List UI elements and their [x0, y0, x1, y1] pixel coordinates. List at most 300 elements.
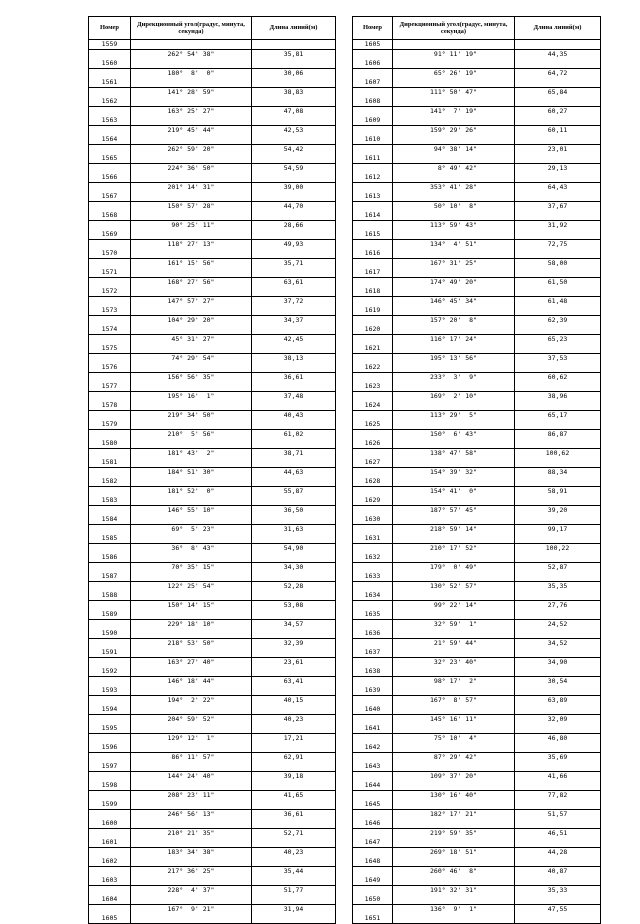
point-number: 1580 [89, 439, 131, 449]
angle-cell-empty [131, 743, 252, 753]
line-length: 52,87 [515, 563, 601, 573]
direction-angle: 157° 20' 8" [393, 316, 515, 326]
segment-row [353, 525, 601, 535]
length-cell-empty [515, 477, 601, 487]
point-row [89, 591, 336, 601]
length-cell-empty [252, 591, 336, 601]
point-number: 1578 [89, 401, 131, 411]
line-length: 36,61 [252, 810, 336, 820]
point-number: 1641 [353, 724, 393, 734]
segment-row [89, 259, 336, 269]
point-number: 1636 [353, 629, 393, 639]
direction-angle: 156° 56' 35" [131, 373, 252, 383]
point-number-empty [89, 126, 131, 136]
direction-angle: 154° 39' 32" [393, 468, 515, 478]
point-row [89, 287, 336, 297]
length-cell-empty [515, 458, 601, 468]
point-row [89, 363, 336, 373]
segment-row [353, 354, 601, 364]
point-number: 1565 [89, 154, 131, 164]
point-number: 1563 [89, 116, 131, 126]
length-cell-empty [252, 838, 336, 848]
length-cell-empty [515, 97, 601, 107]
length-cell-empty [515, 724, 601, 734]
segment-row [89, 430, 336, 440]
point-number-empty [89, 468, 131, 478]
point-number-empty [89, 810, 131, 820]
segment-row [89, 145, 336, 155]
point-number: 1562 [89, 97, 131, 107]
angle-cell-empty [393, 249, 515, 259]
segment-row [89, 772, 336, 782]
point-row [353, 59, 601, 69]
length-cell-empty [252, 572, 336, 582]
length-cell-empty [515, 648, 601, 658]
direction-angle: 36° 8' 43" [131, 544, 252, 554]
angle-cell-empty [131, 914, 252, 924]
point-number: 1566 [89, 173, 131, 183]
point-row [89, 534, 336, 544]
point-row [89, 135, 336, 145]
point-number-empty [353, 791, 393, 801]
line-length: 35,69 [515, 753, 601, 763]
direction-angle: 246° 56' 13" [131, 810, 252, 820]
segment-row [89, 373, 336, 383]
segment-row [353, 468, 601, 478]
point-row [353, 572, 601, 582]
line-length: 99,17 [515, 525, 601, 535]
direction-angle: 91° 11' 19" [393, 50, 515, 60]
segment-row [353, 867, 601, 877]
segment-row [89, 221, 336, 231]
point-number-empty [353, 544, 393, 554]
segment-row [353, 221, 601, 231]
angle-cell-empty [131, 116, 252, 126]
point-row [89, 173, 336, 183]
point-number: 1617 [353, 268, 393, 278]
segment-row [89, 468, 336, 478]
angle-cell-empty [393, 743, 515, 753]
direction-angle: 74° 29' 54" [131, 354, 252, 364]
length-cell-empty [515, 363, 601, 373]
direction-angle: 159° 29' 26" [393, 126, 515, 136]
segment-row [353, 886, 601, 896]
angle-cell-empty [393, 553, 515, 563]
point-number: 1620 [353, 325, 393, 335]
point-number: 1601 [89, 838, 131, 848]
segment-row [89, 658, 336, 668]
point-number-empty [89, 69, 131, 79]
point-row [353, 819, 601, 829]
direction-angle: 219° 59' 35" [393, 829, 515, 839]
direction-angle: 87° 29' 42" [393, 753, 515, 763]
line-length: 37,72 [252, 297, 336, 307]
angle-cell-empty [393, 135, 515, 145]
point-row [353, 287, 601, 297]
segment-row [353, 487, 601, 497]
point-number-empty [89, 335, 131, 345]
length-cell-empty [252, 135, 336, 145]
angle-cell-empty [131, 629, 252, 639]
point-number-empty [353, 658, 393, 668]
segment-row [89, 696, 336, 706]
angle-cell-empty [393, 515, 515, 525]
point-row [353, 325, 601, 335]
point-number: 1595 [89, 724, 131, 734]
point-number: 1612 [353, 173, 393, 183]
length-cell-empty [252, 268, 336, 278]
point-number-empty [89, 582, 131, 592]
line-length: 44,35 [515, 50, 601, 60]
direction-angle: 141° 28' 59" [131, 88, 252, 98]
line-length: 38,96 [515, 392, 601, 402]
angle-cell-empty [131, 857, 252, 867]
point-number-empty [89, 259, 131, 269]
line-length: 32,09 [515, 715, 601, 725]
length-cell-empty [252, 667, 336, 677]
point-row [353, 78, 601, 88]
angle-cell-empty [393, 439, 515, 449]
point-row [353, 173, 601, 183]
direction-angle: 194° 2' 22" [131, 696, 252, 706]
length-cell-empty [252, 724, 336, 734]
point-number: 1590 [89, 629, 131, 639]
line-length: 35,81 [252, 50, 336, 60]
point-row [89, 401, 336, 411]
point-row [89, 97, 336, 107]
direction-angle: 217° 36' 25" [131, 867, 252, 877]
line-length: 65,84 [515, 88, 601, 98]
line-length: 47,55 [515, 905, 601, 915]
point-row [89, 553, 336, 563]
length-cell-empty [252, 496, 336, 506]
direction-angle: 161° 15' 56" [131, 259, 252, 269]
line-length: 34,90 [515, 658, 601, 668]
line-length: 32,39 [252, 639, 336, 649]
segment-row [353, 601, 601, 611]
length-cell-empty [515, 154, 601, 164]
segment-row [353, 126, 601, 136]
angle-cell-empty [131, 781, 252, 791]
point-number-empty [353, 867, 393, 877]
length-cell-empty [252, 743, 336, 753]
point-number: 1596 [89, 743, 131, 753]
point-number: 1623 [353, 382, 393, 392]
line-length: 39,18 [252, 772, 336, 782]
line-length: 86,87 [515, 430, 601, 440]
table-body-left [89, 40, 336, 924]
point-row [89, 743, 336, 753]
segment-row [353, 430, 601, 440]
point-row [89, 496, 336, 506]
angle-cell-empty [131, 249, 252, 259]
angle-cell-empty [131, 78, 252, 88]
point-row [89, 762, 336, 772]
point-row [89, 515, 336, 525]
direction-angle: 94° 38' 14" [393, 145, 515, 155]
angle-cell-empty [131, 800, 252, 810]
length-cell-empty [252, 762, 336, 772]
point-number-empty [353, 525, 393, 535]
direction-angle: 184° 51' 30" [131, 468, 252, 478]
point-number-empty [89, 601, 131, 611]
angle-cell-empty [131, 287, 252, 297]
point-number: 1640 [353, 705, 393, 715]
line-length: 61,48 [515, 297, 601, 307]
line-length: 31,94 [252, 905, 336, 915]
line-length: 39,20 [515, 506, 601, 516]
direction-angle: 353° 41' 28" [393, 183, 515, 193]
point-number-empty [353, 468, 393, 478]
point-number: 1605 [353, 40, 393, 50]
point-row [353, 192, 601, 202]
point-number-empty [89, 202, 131, 212]
segment-row [89, 335, 336, 345]
length-cell-empty [515, 249, 601, 259]
segment-row [89, 297, 336, 307]
line-length: 34,57 [252, 620, 336, 630]
length-cell-empty [252, 401, 336, 411]
point-number-empty [89, 563, 131, 573]
point-number: 1647 [353, 838, 393, 848]
point-number-empty [89, 867, 131, 877]
segment-row [353, 582, 601, 592]
angle-cell-empty [393, 192, 515, 202]
point-number: 1643 [353, 762, 393, 772]
point-number: 1650 [353, 895, 393, 905]
line-length: 42,45 [252, 335, 336, 345]
point-number: 1599 [89, 800, 131, 810]
point-row [353, 211, 601, 221]
line-length: 72,75 [515, 240, 601, 250]
line-length: 24,52 [515, 620, 601, 630]
point-number-empty [353, 601, 393, 611]
direction-angle: 138° 47' 58" [393, 449, 515, 459]
point-row [353, 534, 601, 544]
angle-cell-empty [393, 40, 515, 50]
point-row [353, 743, 601, 753]
point-number-empty [353, 259, 393, 269]
segment-row [89, 601, 336, 611]
point-number: 1624 [353, 401, 393, 411]
length-cell-empty [515, 667, 601, 677]
length-cell-empty [515, 610, 601, 620]
line-length: 100,62 [515, 449, 601, 459]
direction-angle: 8° 49' 42" [393, 164, 515, 174]
angle-cell-empty [393, 705, 515, 715]
angle-cell-empty [131, 705, 252, 715]
segment-row [353, 88, 601, 98]
angle-cell-empty [131, 230, 252, 240]
angle-cell-empty [393, 344, 515, 354]
segment-row [89, 392, 336, 402]
direction-angle: 219° 34' 50" [131, 411, 252, 421]
direction-angle: 147° 57' 27" [131, 297, 252, 307]
point-number: 1607 [353, 78, 393, 88]
point-number-empty [353, 240, 393, 250]
direction-angle: 228° 4' 37" [131, 886, 252, 896]
point-number-empty [353, 221, 393, 231]
point-row [89, 895, 336, 905]
segment-row [89, 126, 336, 136]
point-number-empty [353, 506, 393, 516]
angle-cell-empty [393, 306, 515, 316]
point-number: 1619 [353, 306, 393, 316]
angle-cell-empty [393, 477, 515, 487]
line-length: 62,39 [515, 316, 601, 326]
point-number-empty [353, 677, 393, 687]
angle-cell-empty [131, 192, 252, 202]
point-number-empty [89, 278, 131, 288]
point-number-empty [353, 69, 393, 79]
segment-row [353, 848, 601, 858]
point-number: 1604 [89, 895, 131, 905]
angle-cell-empty [393, 857, 515, 867]
point-number-empty [353, 772, 393, 782]
segment-row [353, 373, 601, 383]
direction-angle: 167° 9' 21" [131, 905, 252, 915]
segment-row [353, 202, 601, 212]
direction-angle: 262° 54' 38" [131, 50, 252, 60]
segment-row [353, 164, 601, 174]
point-number-empty [353, 639, 393, 649]
point-number-empty [89, 715, 131, 725]
angle-cell-empty [131, 59, 252, 69]
line-length: 46,51 [515, 829, 601, 839]
point-number: 1616 [353, 249, 393, 259]
point-number: 1574 [89, 325, 131, 335]
length-cell-empty [515, 420, 601, 430]
line-length: 28,66 [252, 221, 336, 231]
header-angle: Дирекционный угол(градус, минута, секунда) [131, 17, 252, 40]
segment-row [353, 810, 601, 820]
line-length: 64,72 [515, 69, 601, 79]
length-cell-empty [515, 686, 601, 696]
segment-row [353, 506, 601, 516]
point-row [89, 800, 336, 810]
point-number: 1592 [89, 667, 131, 677]
segment-row [89, 183, 336, 193]
header-length: Длина линий(м) [515, 17, 601, 40]
point-number-empty [353, 316, 393, 326]
direction-angle: 45° 31' 27" [131, 335, 252, 345]
segment-row [89, 354, 336, 364]
point-number-empty [89, 886, 131, 896]
line-length: 65,23 [515, 335, 601, 345]
point-number-empty [89, 905, 131, 915]
direction-angle: 210° 5' 56" [131, 430, 252, 440]
point-number: 1585 [89, 534, 131, 544]
segment-row [353, 772, 601, 782]
line-length: 61,50 [515, 278, 601, 288]
segment-row [353, 715, 601, 725]
point-number-empty [89, 791, 131, 801]
point-number-empty [89, 506, 131, 516]
direction-angle: 260° 46' 8" [393, 867, 515, 877]
coordinates-table-right [352, 16, 601, 924]
segment-row [353, 905, 601, 915]
length-cell-empty [252, 629, 336, 639]
point-number: 1593 [89, 686, 131, 696]
length-cell-empty [252, 173, 336, 183]
point-number: 1633 [353, 572, 393, 582]
line-length: 40,43 [252, 411, 336, 421]
direction-angle: 146° 55' 10" [131, 506, 252, 516]
line-length: 54,59 [252, 164, 336, 174]
point-number: 1625 [353, 420, 393, 430]
point-number-empty [89, 50, 131, 60]
line-length: 44,28 [515, 848, 601, 858]
point-number: 1627 [353, 458, 393, 468]
point-row [353, 382, 601, 392]
segment-row [353, 620, 601, 630]
point-row [353, 914, 601, 924]
line-length: 38,71 [252, 449, 336, 459]
direction-angle: 183° 34' 38" [131, 848, 252, 858]
segment-row [89, 316, 336, 326]
point-number: 1632 [353, 553, 393, 563]
segment-row [89, 753, 336, 763]
length-cell-empty [252, 819, 336, 829]
line-length: 47,08 [252, 107, 336, 117]
point-row [353, 439, 601, 449]
line-length: 29,13 [515, 164, 601, 174]
point-row [353, 496, 601, 506]
point-number-empty [89, 88, 131, 98]
point-number-empty [353, 107, 393, 117]
angle-cell-empty [393, 363, 515, 373]
angle-cell-empty [131, 477, 252, 487]
point-row [89, 838, 336, 848]
point-number-empty [353, 50, 393, 60]
point-row [353, 116, 601, 126]
point-number-empty [89, 848, 131, 858]
line-length: 51,77 [252, 886, 336, 896]
direction-angle: 111° 50' 47" [393, 88, 515, 98]
direction-angle: 113° 29' 5" [393, 411, 515, 421]
length-cell-empty [515, 306, 601, 316]
point-row [89, 230, 336, 240]
length-cell-empty [252, 306, 336, 316]
segment-row [353, 316, 601, 326]
point-row [89, 819, 336, 829]
segment-row [353, 696, 601, 706]
length-cell-empty [252, 192, 336, 202]
length-cell-empty [252, 249, 336, 259]
point-row [89, 78, 336, 88]
point-number: 1609 [353, 116, 393, 126]
header-number: Номер [89, 17, 131, 40]
angle-cell-empty [131, 762, 252, 772]
line-length: 34,37 [252, 316, 336, 326]
direction-angle: 167° 31' 25" [393, 259, 515, 269]
direction-angle: 180° 8' 0" [131, 69, 252, 79]
point-number: 1583 [89, 496, 131, 506]
header-length: Длина линий(м) [252, 17, 336, 40]
length-cell-empty [252, 534, 336, 544]
length-cell-empty [252, 686, 336, 696]
point-row [353, 268, 601, 278]
angle-cell-empty [131, 325, 252, 335]
direction-angle: 269° 18' 51" [393, 848, 515, 858]
point-row [89, 40, 336, 50]
point-row [89, 857, 336, 867]
length-cell-empty [252, 344, 336, 354]
point-row [89, 344, 336, 354]
length-cell-empty [515, 705, 601, 715]
point-number-empty [353, 582, 393, 592]
direction-angle: 122° 25' 54" [131, 582, 252, 592]
